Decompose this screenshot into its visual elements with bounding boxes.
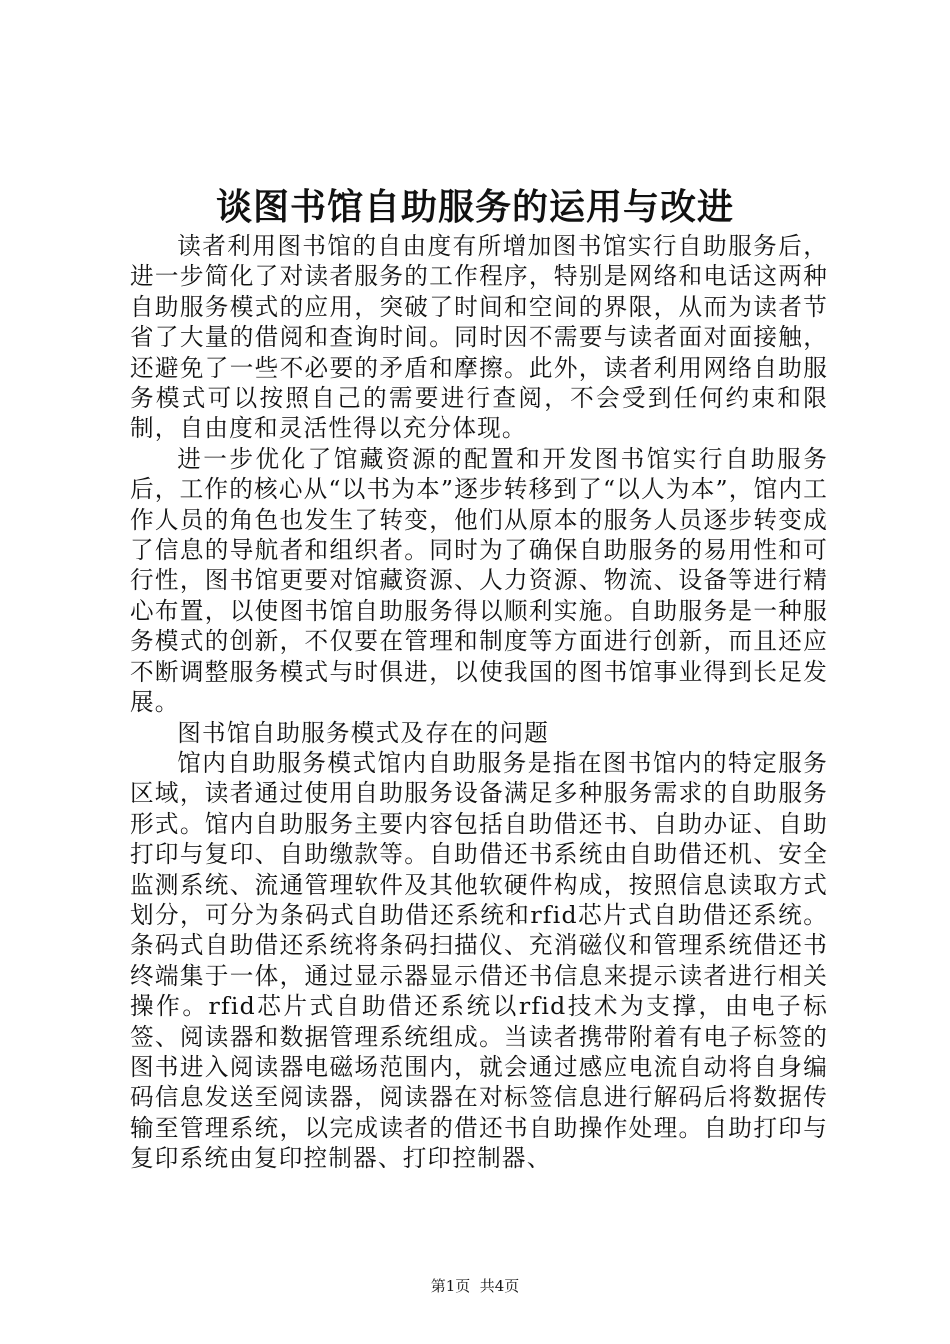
paragraph-resource-optimization: 进一步优化了馆藏资源的配置和开发图书馆实行自助服务后，工作的核心从“以书为本”逐步转移到了“以人为本”，馆内工作人员的角色也发生了转变，他们从原本的服务人员逐步转变成了信息的导航者和组织者。同时为了确保自助服务的易用性和可行性，图书馆更要对馆藏资源、人力资源、物流、设备等进行精心布置，以使图书馆自助服务得以顺利实施。自助服务是一种服务模式的创新，不仅要在管理和制度等方面进行创新，而且还应不断调整服务模式与时俱进，以使我国的图书馆事业得到长足发展。 xyxy=(130,444,828,717)
section-heading-modes-and-problems: 图书馆自助服务模式及存在的问题 xyxy=(177,718,550,747)
page-footer: 第1页 共4页 xyxy=(430,1277,520,1295)
paragraph-reader-freedom: 读者利用图书馆的自由度有所增加图书馆实行自助服务后，进一步简化了对读者服务的工作程序，特别是网络和电话这两种自助服务模式的应用，突破了时间和空间的界限，从而为读者节省了大量的借阅和查询时间。同时因不需要与读者面对面接触，还避免了一些不必要的矛盾和摩擦。此外，读者利用网络自助服务模式可以按照自己的需要进行查阅，不会受到任何约束和限制，自由度和灵活性得以充分体现。 xyxy=(130,232,828,443)
document-body xyxy=(130,231,828,1174)
paragraph-in-library-self-service: 馆内自助服务模式馆内自助服务是指在图书馆内的特定服务区域，读者通过使用自助服务设备满足多种服务需求的自助服务形式。馆内自助服务主要内容包括自助借还书、自助办证、自助打印与复印、自助缴款等。自助借还书系统由自助借还机、安全监测系统、流通管理软件及其他软硬件构成，按照信息读取方式划分，可分为条码式自助借还系统和rfid芯片式自助借还系统。条码式自助借还系统将条码扫描仪、充消磁仪和管理系统借还书终端集于一体，通过显示器显示借还书信息来提示读者进行相关操作。rfid芯片式自助借还系统以rfid技术为支撑，由电子标签、阅读器和数据管理系统组成。当读者携带附着有电子标签的图书进入阅读器电磁场范围内，就会通过感应电流自动将自身编码信息发送至阅读器，阅读器在对标签信息进行解码后将数据传输至管理系统，以完成读者的借还书自助操作处理。自助打印与复印系统由复印控制器、打印控制器、 xyxy=(130,748,828,1173)
document-title: 谈图书馆自助服务的运用与改进 xyxy=(215,186,734,228)
